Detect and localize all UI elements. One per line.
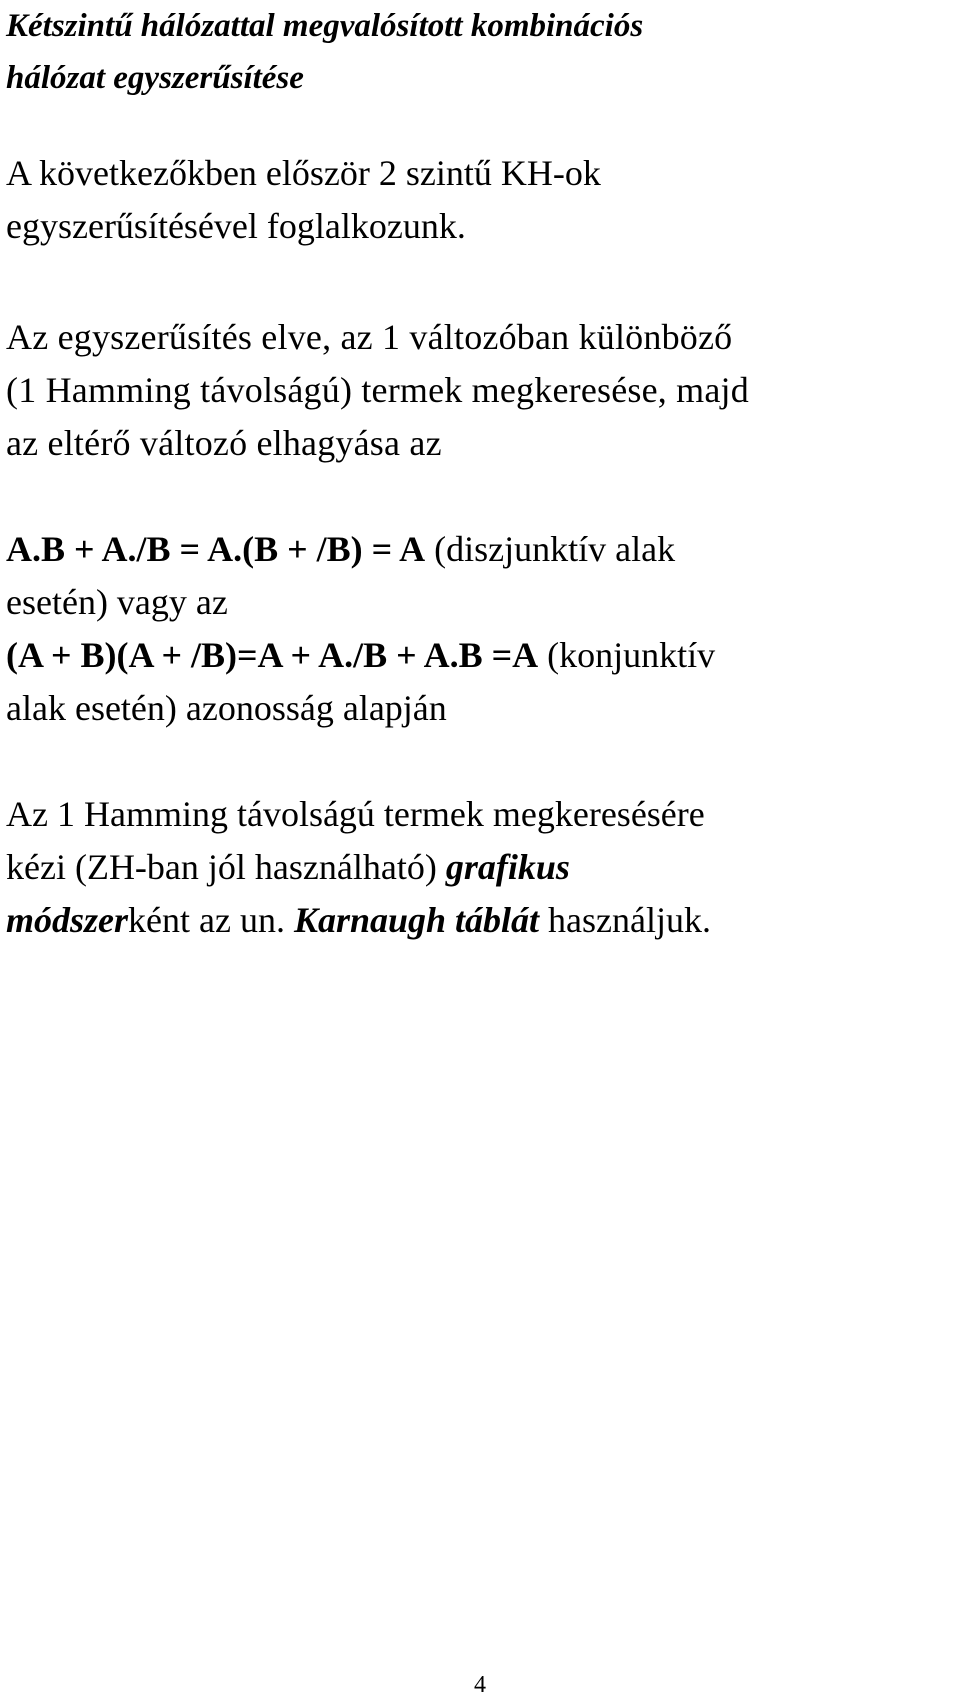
method-line-3-end: használjuk. xyxy=(539,900,711,940)
identity-paragraph xyxy=(6,523,954,735)
page-number: 4 xyxy=(474,1672,486,1698)
principle-line-1: Az egyszerűsítés elve, az 1 változóban különböző xyxy=(6,317,733,357)
principle-line-3: az eltérő változó elhagyása az xyxy=(6,423,442,463)
intro-line-2: egyszerűsítésével foglalkozunk. xyxy=(6,206,466,246)
method-line-1: Az 1 Hamming távolságú termek megkeresésére xyxy=(6,794,705,834)
identity-connector: esetén) vagy az xyxy=(6,582,228,622)
disjunctive-formula: A.B + A./B = A.(B + /B) = A xyxy=(6,529,426,569)
conjunctive-formula: (A + B)(A + /B)=A + A./B + A.B =A xyxy=(6,635,539,675)
identity-closing: alak esetén) azonosság alapján xyxy=(6,688,447,728)
method-line-2-text: kézi (ZH-ban jól használható) xyxy=(6,847,446,887)
method-emphasis-modszer: módszer xyxy=(6,900,129,940)
section-title-line-2: hálózat egyszerűsítése xyxy=(6,60,304,96)
principle-line-2: (1 Hamming távolságú) termek megkeresése, majd xyxy=(6,370,749,410)
intro-line-1: A következőkben először 2 szintű KH-ok xyxy=(6,153,601,193)
section-title xyxy=(6,0,954,104)
conjunctive-label: (konjunktív xyxy=(538,635,716,675)
document-page xyxy=(6,0,954,947)
principle-paragraph xyxy=(6,311,954,470)
disjunctive-label: (diszjunktív alak xyxy=(425,529,676,569)
intro-paragraph xyxy=(6,147,954,253)
method-line-3-text: ként az un. xyxy=(128,900,294,940)
method-emphasis-grafikus: grafikus xyxy=(445,847,570,887)
method-emphasis-karnaugh: Karnaugh táblát xyxy=(293,900,540,940)
method-paragraph xyxy=(6,788,954,947)
section-title-line-1: Kétszintű hálózattal megvalósított kombinációs xyxy=(6,8,644,44)
